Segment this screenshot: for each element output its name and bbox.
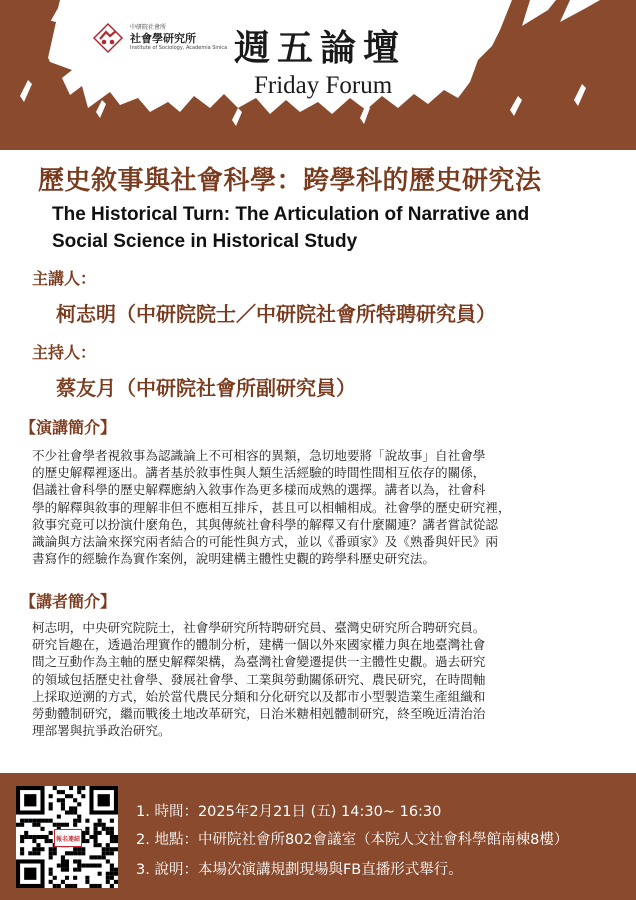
paragraph-line: 理部署與抗爭政治研究。 [32, 723, 171, 739]
qr-badge-label: 報名連結 [54, 829, 82, 847]
event-note: 3. 說明：本場次演講規劃現場與FB直播形式舉行。 [136, 862, 463, 878]
talk-title-en [52, 201, 612, 255]
institute-logo-icon [92, 22, 124, 54]
paragraph-line: 的歷史解釋裡逐出。講者基於敘事性與人類生活經驗的時間性間相互依存的關係， [32, 465, 486, 481]
logo-top-text: 中研院社會所 [130, 24, 167, 31]
paragraph-line: 研究旨趣在，透過治理實作的體制分析，建構一個以外來國家權力與在地臺灣社會 [32, 637, 486, 653]
lecture-intro-text [32, 447, 622, 567]
paragraph-line: 間之互動作為主軸的歷史解釋架構，為臺灣社會變遷提供一主體性史觀。過去研究 [32, 654, 486, 670]
speaker-name: 柯志明（中研院院士／中研院社會所特聘研究員） [56, 302, 496, 326]
event-location: 2. 地點：中研院社會所802會議室（本院人文社會科學館南棟8樓） [136, 832, 569, 848]
header-banner [0, 0, 636, 150]
speaker-label: 主講人： [32, 269, 97, 288]
host-label: 主持人： [32, 343, 97, 362]
paragraph-line: 勞動體制研究，繼而戰後土地改革研究，日治米糖相剋體制研究，終至晚近清治治 [32, 706, 486, 722]
paragraph-line: 書寫作的經驗作為實作案例，說明建構主體性史觀的跨學科歷史研究法。 [32, 551, 435, 567]
logo-main-text: 社會學研究所 [130, 32, 196, 45]
lecture-intro-heading: 【演講簡介】 [20, 418, 117, 437]
institute-logo [92, 22, 227, 54]
event-info-footer [0, 773, 636, 900]
registration-qr-code[interactable] [16, 786, 118, 888]
speaker-intro-text [32, 619, 622, 739]
event-time: 1. 時間：2025年2月21日 (五) 14:30~ 16:30 [136, 804, 442, 820]
talk-title-zh: 歷史敘事與社會科學：跨學科的歷史研究法 [38, 166, 542, 196]
paragraph-line: 識論與方法論來探究兩者結合的可能性與方式，並以《番頭家》及《熟番與奸民》兩 [32, 534, 498, 550]
paragraph-line: 敘事究竟可以扮演什麼角色，其與傳統社會科學的解釋又有什麼關連？講者嘗試從認 [32, 516, 498, 532]
paragraph-line: 柯志明，中央研究院院士，社會學研究所特聘研究員、臺灣史研究所合聘研究員。 [32, 620, 486, 635]
talk-title-en-line-1: The Historical Turn: The Articulation of Narrative and [52, 204, 530, 225]
paragraph-line: 的領域包括歷史社會學、發展社會學、工業與勞動關係研究、農民研究，在時間軸 [32, 671, 486, 687]
paragraph-line: 學的解釋與敘事的理解非但不應相互排斥，甚且可以相輔相成。社會學的歷史研究裡， [32, 499, 511, 515]
host-name: 蔡友月（中研院社會所副研究員） [56, 376, 356, 400]
series-title-zh: 週五論壇 [234, 27, 407, 69]
series-title-en: Friday Forum [254, 72, 393, 99]
speaker-intro-heading: 【講者簡介】 [20, 592, 117, 611]
paragraph-line: 倡議社會科學的歷史解釋應納入敘事作為更多樣而成熟的選擇。講者以為，社會科 [32, 482, 486, 498]
logo-sub-text: Institute of Sociology, Academia Sinica [130, 45, 228, 51]
paragraph-line: 不少社會學者視敘事為認識論上不可相容的異類，急切地要將「說故事」自社會學 [32, 448, 486, 463]
paragraph-line: 上採取逆溯的方式，始於當代農民分類和分化研究以及都市小型製造業生產組織和 [32, 688, 486, 704]
talk-title-en-line-2: Social Science in Historical Study [52, 231, 358, 252]
